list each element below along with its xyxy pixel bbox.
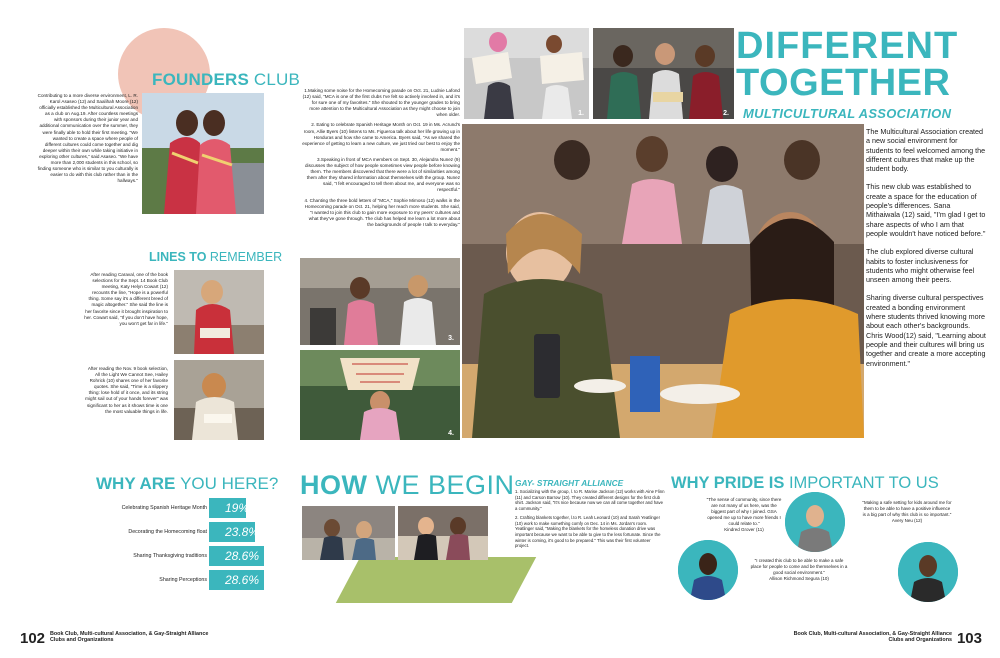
caption-2: 2. Eating to celebrate Spanish Heritage Month on Oct. 19 in Ms. Acrund's room, Allie Byers (10) listens to Ms. Figueroa talk about her life growing up in Honduras and how she came to America. Byers said, "As we shared the experience of getting to learn a new culture, we just tried our best to enjoy the moment." bbox=[302, 122, 460, 152]
left-footer bbox=[50, 631, 208, 644]
pride-title-light: IMPORTANT TO US bbox=[788, 474, 939, 492]
caption-1: 1.Making some noise for the Homecoming parade on Oct. 21, Ludnie Lafond (12) said, "MCA is one of the first clubs I've felt so actively involved in, and it's for sure one of my favorites." She shouted to the younger grades to bring more attention to the Multicultural Association as they might choose to join when older. bbox=[302, 88, 460, 118]
why-row-label: Celebrating Spanish Heritage Month bbox=[121, 505, 207, 511]
right-footer-line2: Clubs and Organizations bbox=[888, 637, 952, 644]
pride-portrait-1 bbox=[678, 540, 738, 600]
lines-heading bbox=[149, 250, 282, 264]
lines-title-light: REMEMBER bbox=[209, 250, 283, 264]
body-paragraph-2: This new club was established to create a space for the education of people's differences. Sana Mithaiwala (12) said, "I'm glad I get to share aspects of who I am that people wouldn't have noticed before." bbox=[866, 182, 986, 238]
gsa-photo-2 bbox=[398, 506, 488, 560]
how-title-b: WE BEGIN bbox=[375, 470, 515, 500]
why-row-label: Sharing Thanksgiving traditions bbox=[133, 553, 207, 559]
reading-photo-1 bbox=[174, 270, 264, 354]
spanish-heritage-photo bbox=[593, 28, 734, 119]
founders-title-bold: FOUNDERS bbox=[152, 70, 249, 89]
gsa-title: GAY- STRAIGHT ALLIANCE bbox=[515, 478, 624, 488]
right-body bbox=[866, 127, 986, 368]
pride-quote-2-name: Allison Richmond Segura (10) bbox=[769, 576, 829, 581]
pride-portrait-3 bbox=[898, 542, 958, 602]
caption-4: 4. Chanting the three bold letters of "MCA," Sophie Mimoso (12) walks in the Homecoming parade on Oct. 21, helping her reach more students. She said, "I wanted to join this club to gain more exposure to my peers' cultures and what they've gone through. The club has helped me learn a lot more about the backgrounds of people I talk to everyday." bbox=[304, 197, 460, 227]
pride-quote-1 bbox=[705, 497, 783, 533]
parade-photo bbox=[300, 350, 460, 440]
why-row-label: Decorating the Homecoming float bbox=[128, 529, 207, 535]
body-paragraph-3: The club explored diverse cultural habits to foster inclusiveness for students who might otherwise feel unseen among their peers. bbox=[866, 247, 975, 285]
right-page-number: 103 bbox=[956, 630, 982, 647]
why-row-bar: 28.6% bbox=[209, 546, 264, 566]
body-paragraph-1: The Multicultural Association created a new social environment for students to feel welcomed among the different cultures that make up the student body. bbox=[866, 127, 986, 174]
pride-quote-1-text: "The sense of community, since there are not many of us here, was the biggest part of why I joined. GSA opened me up to have more friends I could relate to." bbox=[706, 497, 782, 526]
how-heading bbox=[300, 470, 515, 501]
lines-item-2: After reading the Nov. 9 book selection, All the Light We Cannot See, Hailey Rohrick (10) shares one of her favorite quotes. She said, "Time is a slippery thing: lose hold of it once, and its string might sail out of your hands forever" was significant to her as it shows time is one the most valuable things in life. bbox=[85, 366, 168, 414]
why-row-bar: 23.8% bbox=[209, 522, 255, 542]
why-row-label: Sharing Perceptions bbox=[159, 577, 207, 583]
founders-title-light: CLUB bbox=[249, 70, 301, 89]
pride-quote-3 bbox=[862, 500, 952, 524]
subhead: MULTICULTURAL ASSOCIATION bbox=[743, 106, 952, 121]
headline-different: DIFFERENT bbox=[736, 25, 959, 67]
speaking-photo bbox=[300, 258, 460, 345]
pride-heading bbox=[671, 474, 939, 493]
gsa-photo-1 bbox=[302, 506, 395, 560]
right-footer-line1: Book Club, Multi-cultural Association, & Gay-Straight Alliance bbox=[793, 630, 952, 637]
lines-title-bold: LINES TO bbox=[149, 250, 210, 264]
why-row-bar: 28.6% bbox=[209, 570, 264, 590]
how-title-a: HOW bbox=[300, 470, 376, 500]
why-heading bbox=[96, 474, 278, 494]
body-paragraph-4: Sharing diverse cultural perspectives created a bonding environment where students thrived knowing more about each other's backgrounds. Chris Wood(12) said, "Learning about people and their cultures will bring us together and create a more accepting environment." bbox=[866, 293, 986, 368]
why-title-light: YOU HERE? bbox=[180, 474, 279, 493]
pride-quote-2 bbox=[750, 558, 848, 582]
why-title-bold: WHY ARE bbox=[96, 474, 181, 493]
founders-club-heading bbox=[152, 70, 300, 90]
parade-signs-photo bbox=[464, 28, 589, 119]
left-footer-line2: Clubs and Organizations bbox=[50, 637, 114, 644]
left-page-number: 102 bbox=[20, 630, 46, 647]
founders-body: Contributing to a more diverse environment, L. R. Karol Asaseo (12) and Saalihah Moore (12) officially established the Multicultural Association as a club on Aug.19. After countless meetings with sponsors during their junior year and additional communication over the summer, they were finally able to hold their first meeting. "We wanted to create a space where people of different cultures could come together and dig deeper within their own while taking initiative in exploring other cultures," said Asaseo. "We have more than 2,000 students in this school, so finding someone who is similar to you culturally is easier to do with this club rather than in the hallways." bbox=[37, 93, 138, 184]
headline-together: TOGETHER bbox=[736, 62, 951, 104]
green-parallelogram bbox=[336, 557, 536, 603]
caption-3: 3.Speaking in front of MCA members on Sept. 30, Alejandra Nunez (9) discusses the subject of how people sometimes view people before knowing them. The members discovered that there were a lot of similarities among them after they shared information about themselves with the group. Nunez said, "I felt encouraged to tell them about me, and everyone was so respectful." bbox=[305, 156, 460, 193]
gsa-item-2: 2. Crafting blankets together, l.to R. Leah Leonard (10) and Sarah Yeatlinger (10) work to make something comfy on Dec. 14 in Ms. Jordan's room. Yeatlinger said, "Making the blankets for the homeless donation drive was important because we want to be able to give to the less fortunate. Since the winter is coming, it's good to be prepared." This was their first volunteer project. bbox=[515, 514, 661, 549]
right-footer bbox=[794, 631, 952, 644]
photo-caption-list bbox=[302, 88, 460, 228]
photo-3-number: 3. bbox=[448, 335, 454, 342]
main-classroom-photo bbox=[462, 124, 864, 438]
lines-item-1: After reading Caraval, one of the book selections for the Sept. 14 Book Club meeting, Katy Helyn Cowart (12) recounts the line, "Hope is a powerful thing. Some say it's a different breed of magic altogether." She said the line is her favorite since it brought inspiration to her. Cowart said, "If you don't have hope, you won't get far in life." bbox=[84, 272, 168, 326]
why-row-bar: 19% bbox=[209, 498, 246, 518]
photo-4-number: 4. bbox=[448, 430, 454, 437]
photo-2-number: 2. bbox=[723, 110, 729, 117]
gsa-item-1: 1. Socializing with the group, l. to R. Marise Jackson (12) works with Aine Flinn (11) and Carson Barrow (10). They created different designs for the first club shirt. Jackson said, "It's nice because now we can all come together and have a community." bbox=[515, 489, 665, 512]
gsa-text bbox=[515, 489, 665, 549]
pride-quote-3-text: "Making a safe setting for kids around me for them to be able to have a positive influence is a big part of why this club is so important." Avery Neu (12) bbox=[862, 500, 952, 523]
photo-1-number: 1. bbox=[578, 110, 584, 117]
pride-title-bold: WHY PRIDE IS bbox=[671, 474, 789, 492]
pride-portrait-2 bbox=[785, 492, 845, 552]
pride-quote-1-name: Kindred Grover (11) bbox=[724, 527, 764, 532]
reading-photo-2 bbox=[174, 360, 264, 440]
founders-photo bbox=[142, 93, 264, 214]
pride-quote-2-text: "I created this club to be able to make a safe place for people to come and be themselves in a good social environment." bbox=[750, 558, 848, 575]
left-footer-line1: Book Club, Multi-cultural Association, & Gay-Straight Alliance bbox=[50, 630, 209, 637]
